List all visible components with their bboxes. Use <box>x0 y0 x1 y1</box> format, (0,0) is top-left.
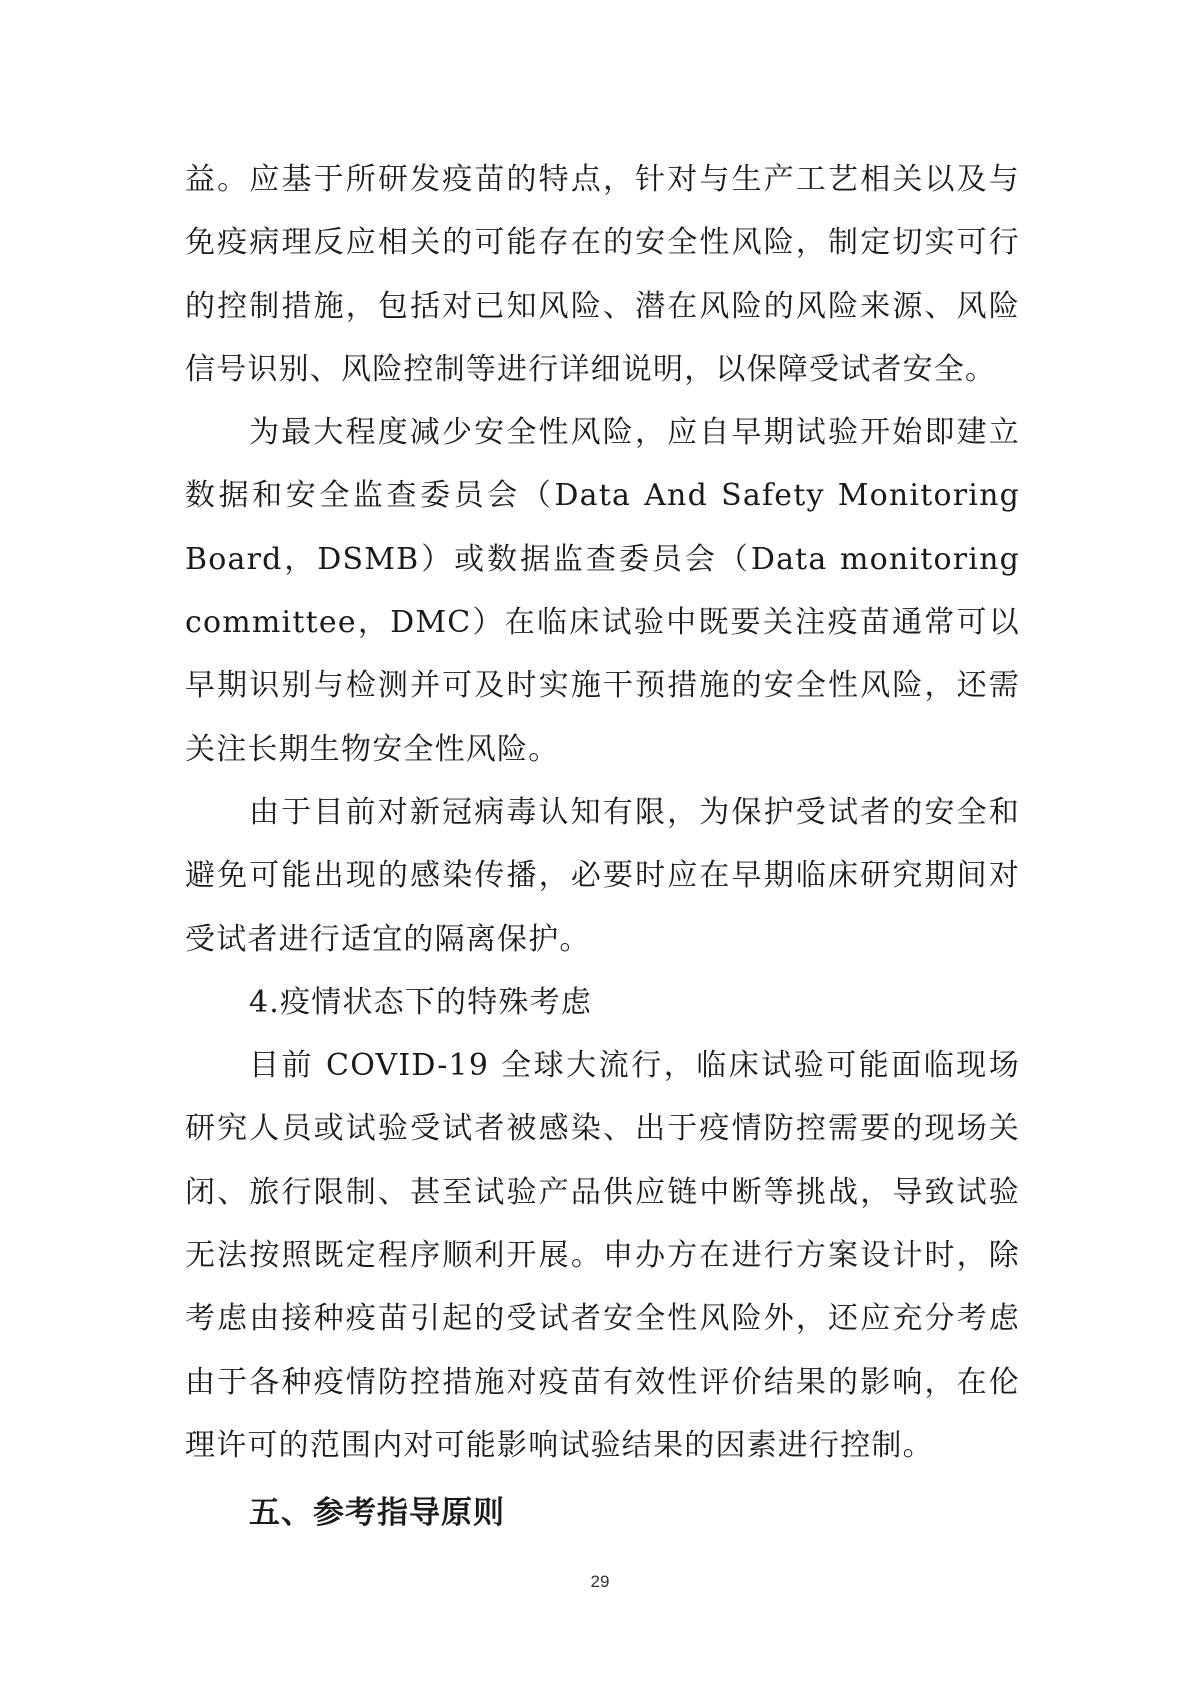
subheading-pandemic-considerations: 4.疫情状态下的特殊考虑 <box>249 984 593 1020</box>
section-heading-reference-guidelines: 五、参考指导原则 <box>249 1495 505 1532</box>
paragraph-risk-control: 益。应基于所研发疫苗的特点，针对与生产工艺相关以及与免疫病理反应相关的可能存在的安全性风险，制定切实可行的控制措施，包括对已知风险、潜在风险的风险来源、风险信号识别、风险控制等进行详细说明，以保障受试者安全。 <box>185 162 1020 387</box>
paragraph-isolation: 由于目前对新冠病毒认知有限，为保护受试者的安全和避免可能出现的感染传播，必要时应在早期临床研究期间对受试者进行适宜的隔离保护。 <box>185 794 1020 957</box>
paragraph-dsmb: 为最大程度减少安全性风险，应自早期试验开始即建立数据和安全监查委员会（Data And Safety Monitoring Board，DSMB）或数据监查委员会（Data monitoring committee，DMC）在临床试验中既要关注疫苗通常可以早期识别与检测并可及时实施干预措施的安全性风险，还需关注长期生物安全性风险。 <box>185 415 1020 767</box>
paragraph-covid-challenges: 目前 COVID-19 全球大流行，临床试验可能面临现场研究人员或试验受试者被感染、出于疫情防控需要的现场关闭、旅行限制、甚至试验产品供应链中断等挑战，导致试验无法按照既定程序顺利开展。申办方在进行方案设计时，除考虑由接种疫苗引起的受试者安全性风险外，还应充分考虑由于各种疫情防控措施对疫苗有效性评价结果的影响，在伦理许可的范围内对可能影响试验结果的因素进行控制。 <box>185 1048 1020 1463</box>
page-number: 29 <box>590 1572 610 1591</box>
document-body <box>185 148 1020 1549</box>
